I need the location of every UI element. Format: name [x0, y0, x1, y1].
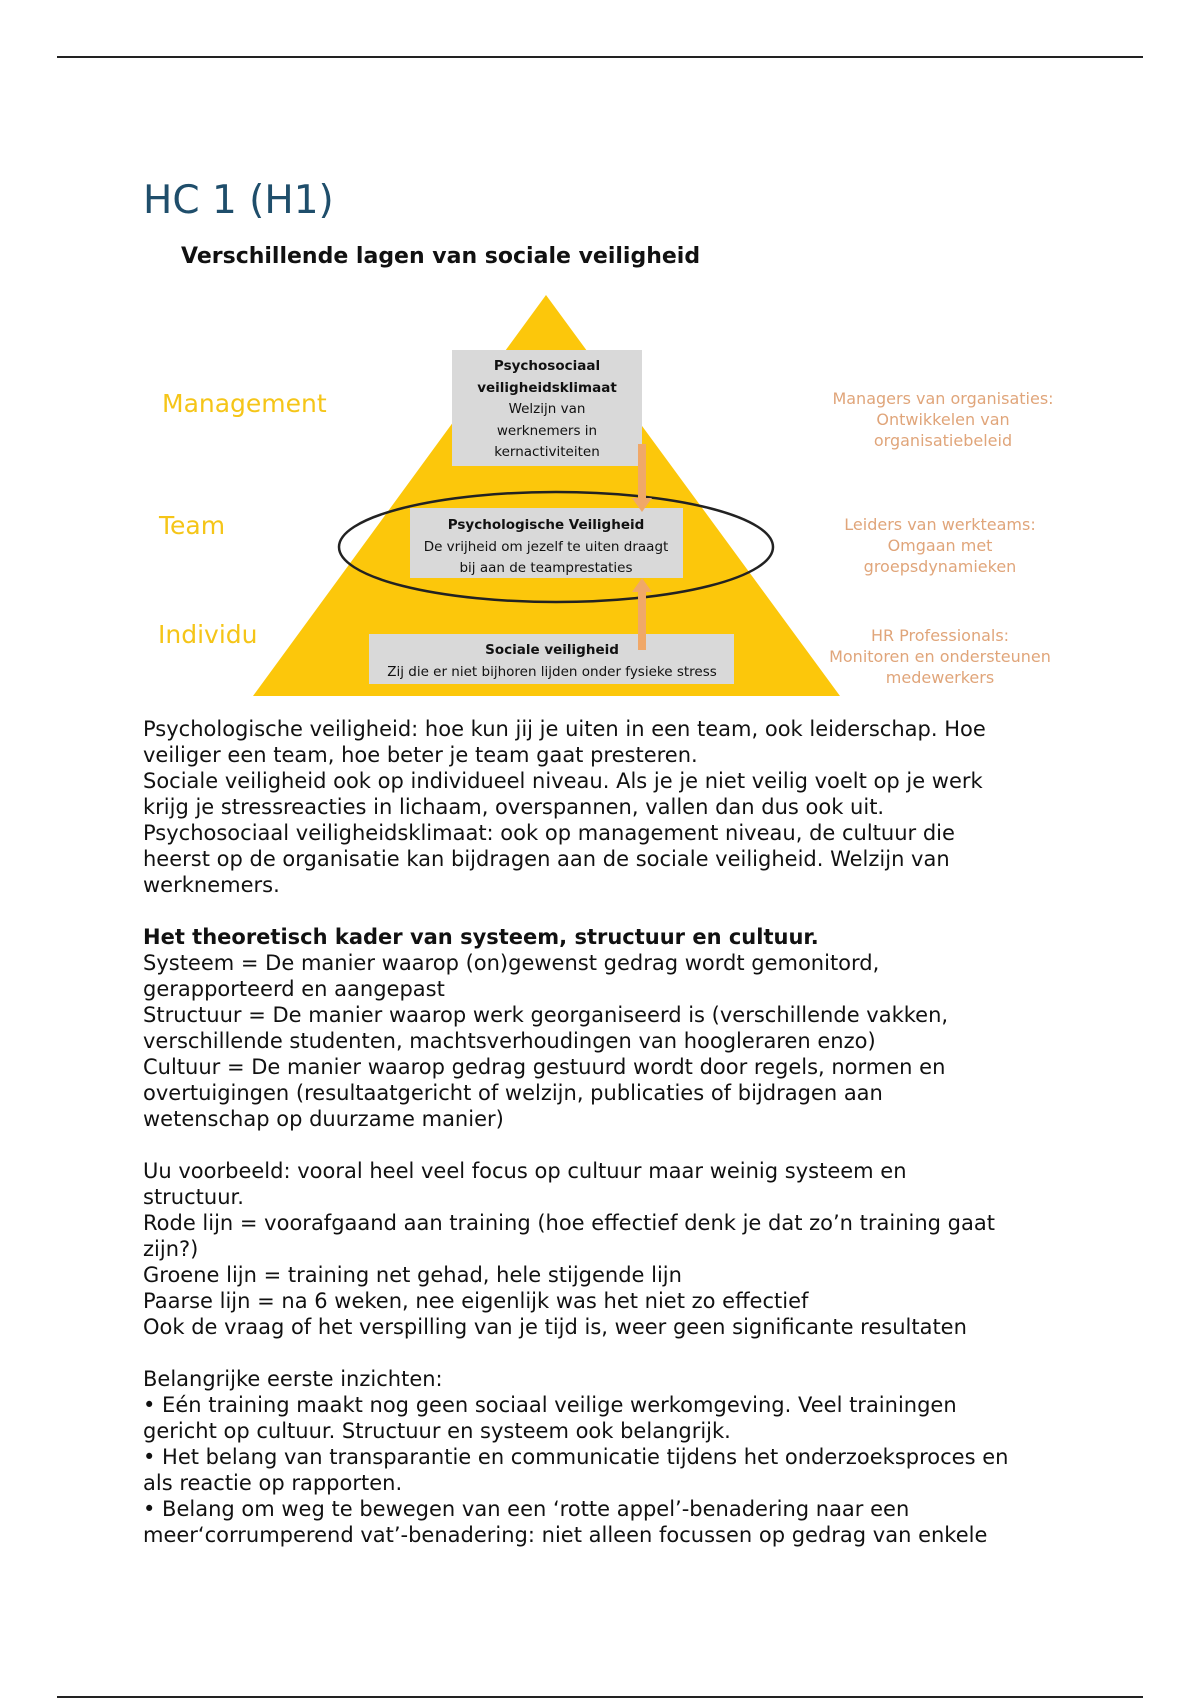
- role-individu-line-3: medewerkers: [885, 668, 995, 687]
- role-management-line-1: Managers van organisaties:: [832, 389, 1054, 408]
- p3-line-3: werknemers.: [143, 873, 280, 897]
- role-management-line-2: Ontwikkelen van: [876, 410, 1010, 429]
- p3-line-2: heerst op de organisatie kan bijdragen aan de sociale veiligheid. Welzijn van: [143, 847, 950, 871]
- box-middle-line-3: bij aan de teamprestaties: [459, 560, 633, 576]
- body-text: [143, 716, 1073, 1548]
- bullet3-line-2: meer‘corrumperend vat’-benadering: niet alleen focussen op gedrag van enkele: [143, 1523, 988, 1547]
- box-top-line-3: Welzijn van: [508, 401, 586, 417]
- box-bottom-line-1: Sociale veiligheid: [485, 642, 619, 658]
- paarse-line: Paarse lijn = na 6 weken, nee eigenlijk was het niet zo effectief: [143, 1289, 809, 1313]
- rode-line-1: Rode lijn = voorafgaand aan training (hoe effectief denk je dat zo’n training gaat: [143, 1211, 995, 1235]
- box-top-line-1: Psychosociaal: [493, 358, 601, 374]
- pyramid-figure: [143, 240, 1054, 700]
- role-team-line-3: groepsdynamieken: [863, 557, 1017, 576]
- role-individu-line-1: HR Professionals:: [870, 626, 1010, 645]
- structuur-line-1: Structuur = De manier waarop werk georganiseerd is (verschillende vakken,: [143, 1003, 949, 1027]
- inzichten-heading: Belangrijke eerste inzichten:: [143, 1367, 443, 1391]
- p1-line-2: veiliger een team, hoe beter je team gaat presteren.: [143, 743, 698, 767]
- p2-line-1: Sociale veiligheid ook op individueel niveau. Als je je niet veilig voelt op je werk: [143, 769, 983, 793]
- role-team-line-2: Omgaan met: [887, 536, 993, 555]
- bullet1-line-2: gericht op cultuur. Structuur en systeem ook belangrijk.: [143, 1419, 731, 1443]
- structuur-line-2: verschillende studenten, machtsverhoudingen van hoogleraren enzo): [143, 1029, 876, 1053]
- level-label-management: Management: [162, 389, 327, 418]
- voorbeeld-line-1: Uu voorbeeld: vooral heel veel focus op cultuur maar weinig systeem en: [143, 1159, 907, 1183]
- bottom-rule: [57, 1696, 1143, 1698]
- bullet2-line-2: als reactie op rapporten.: [143, 1471, 403, 1495]
- bullet1-line-1: • Eén training maakt nog geen sociaal veilige werkomgeving. Veel trainingen: [143, 1393, 957, 1417]
- cultuur-line-1: Cultuur = De manier waarop gedrag gestuurd wordt door regels, normen en: [143, 1055, 946, 1079]
- page-heading: HC 1 (H1): [143, 178, 334, 223]
- box-middle-line-2: De vrijheid om jezelf te uiten draagt: [423, 539, 669, 555]
- bullet2-line-1: • Het belang van transparantie en communicatie tijdens het onderzoeksproces en: [143, 1445, 1009, 1469]
- systeem-line-2: gerapporteerd en aangepast: [143, 977, 445, 1001]
- cultuur-line-2: overtuigingen (resultaatgericht of welzijn, publicaties of bijdragen aan: [143, 1081, 883, 1105]
- bullet3-line-1: • Belang om weg te bewegen van een ‘rotte appel’-benadering naar een: [143, 1497, 910, 1521]
- p3-line-1: Psychosociaal veiligheidsklimaat: ook op management niveau, de cultuur die: [143, 821, 955, 845]
- box-bottom-line-2: Zij die er niet bijhoren lijden onder fysieke stress: [387, 664, 717, 680]
- figure-title: Verschillende lagen van sociale veiligheid: [181, 244, 701, 269]
- box-top-line-2: veiligheidsklimaat: [477, 380, 617, 396]
- cultuur-line-3: wetenschap op duurzame manier): [143, 1107, 504, 1131]
- role-management-line-3: organisatiebeleid: [873, 431, 1013, 450]
- rode-line-2: zijn?): [143, 1237, 199, 1261]
- level-label-individu: Individu: [158, 620, 258, 649]
- box-top-line-4: werknemers in: [496, 423, 598, 439]
- box-top-line-5: kernactiviteiten: [494, 444, 600, 460]
- systeem-line-1: Systeem = De manier waarop (on)gewenst gedrag wordt gemonitord,: [143, 951, 880, 975]
- vraag-line: Ook de vraag of het verspilling van je tijd is, weer geen significante resultaten: [143, 1315, 967, 1339]
- groene-line: Groene lijn = training net gehad, hele stijgende lijn: [143, 1263, 682, 1287]
- level-label-team: Team: [159, 511, 226, 540]
- box-middle-line-1: Psychologische Veiligheid: [447, 517, 645, 533]
- p1-line-1: Psychologische veiligheid: hoe kun jij je uiten in een team, ook leiderschap. Hoe: [143, 717, 986, 741]
- voorbeeld-line-2: structuur.: [143, 1185, 244, 1209]
- section-heading: Het theoretisch kader van systeem, structuur en cultuur.: [143, 925, 819, 949]
- role-team-line-1: Leiders van werkteams:: [844, 515, 1036, 534]
- p2-line-2: krijg je stressreacties in lichaam, overspannen, vallen dan dus ook uit.: [143, 795, 885, 819]
- top-rule: [57, 56, 1143, 58]
- role-individu-line-2: Monitoren en ondersteunen: [829, 647, 1051, 666]
